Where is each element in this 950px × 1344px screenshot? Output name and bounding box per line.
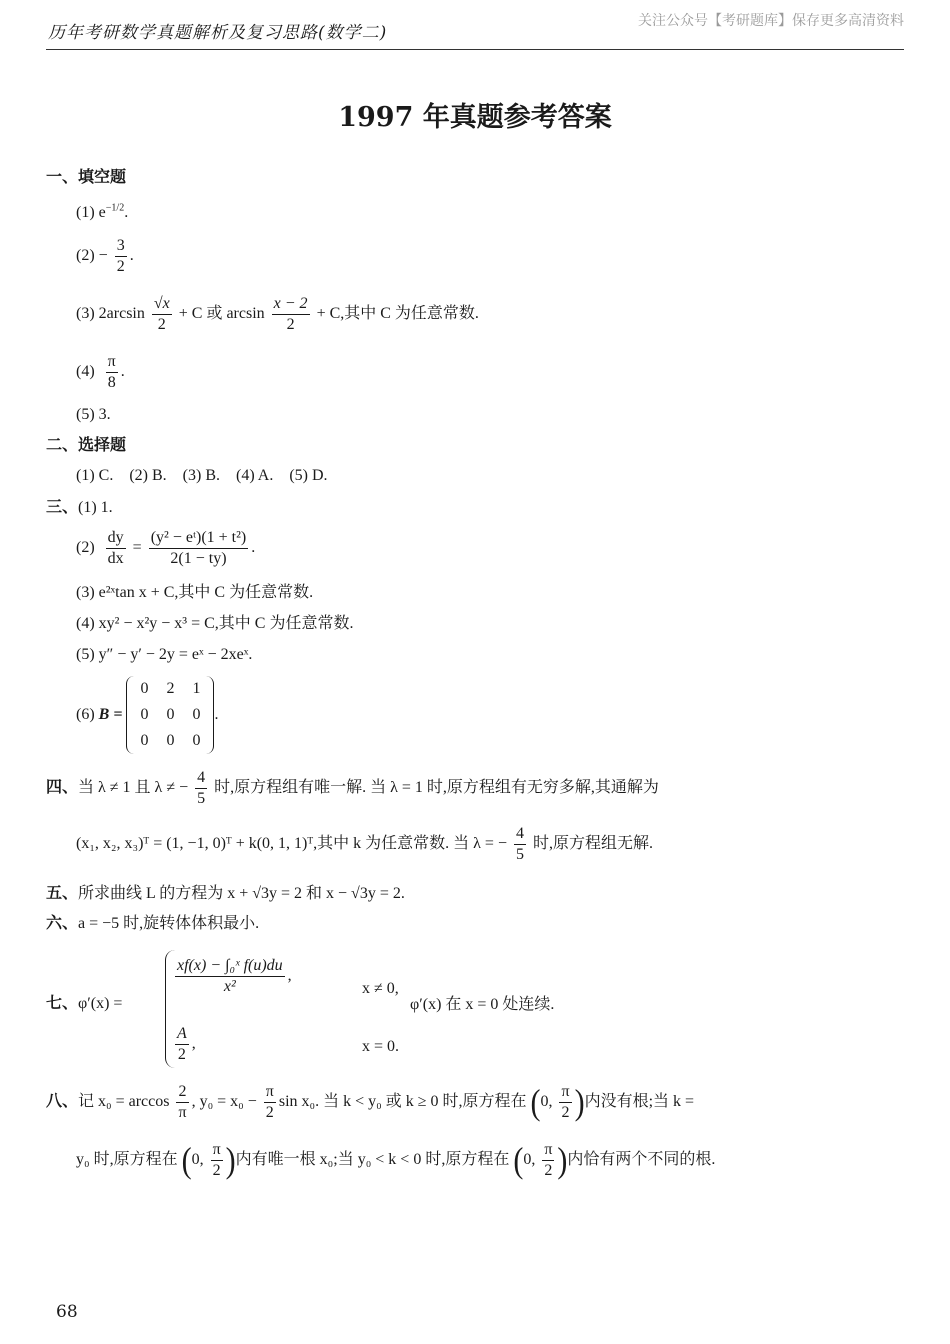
s7-lhs: 七、φ′(x) = [46, 993, 123, 1012]
s3-item-5: (5) y″ − y′ − 2y = eˣ − 2xeˣ. [76, 646, 253, 663]
s3-item-3: (3) e²ˣtan x + C,其中 C 为任意常数. [76, 584, 314, 601]
s8-line-1: 八、记 x₀ = arccos $\frac{2}{\pi}$ , y₀ = x₀ − $\frac{\pi}{2}$ sin x₀. 当 k < y₀ 或 k ≥ 0 时,原方程在 (0, $\frac{\pi}{2}$ )内没有根;当 k = [46, 1082, 695, 1122]
s8-line-2: y₀ 时,原方程在 (0, $\frac{\pi}{2}$ )内有唯一根 x₀;当 y₀ < k < 0 时,原方程在 (0, $\frac{\pi}{2}$ )内恰有两个不同的根. [76, 1140, 716, 1180]
s1-item-5: (5) 3. [76, 406, 111, 423]
watermark: 关注公众号【考研题库】保存更多高清资料 [638, 13, 904, 29]
section-2-heading: 二、选择题 [46, 435, 127, 454]
s3-item-6: (6) B = 0 2 1 0 0 0 0 0 0 . [76, 676, 218, 754]
page-number: 68 [56, 1302, 78, 1322]
s3-item-2: (2) $\frac{dy}{dx}$ = $\frac{\text{(y² − eᵗ)(1 + t²)}}{2(1 - ty)}$ . [76, 529, 256, 567]
s3-item-4: (4) xy² − x²y − x³ = C,其中 C 为任意常数. [76, 615, 354, 632]
s1-item-4: (4) $\frac{\pi}{8}$ . [76, 353, 125, 391]
s6-line: 六、a = −5 时,旋转体体积最小. [46, 913, 260, 932]
s4-line-2: (x₁, x₂, x₃)ᵀ = (1, −1, 0)ᵀ + k(0, 1, 1)ᵀ,其中 k 为任意常数. 当 λ = − $\frac{4}{5}$ 时,原方程组无解. [76, 825, 653, 863]
page-title: 1997 年真题参考答案 [338, 102, 612, 133]
s1-item-2: (2) − $\frac{3}{2}$ . [76, 237, 134, 275]
s2-answers: (1) C. (2) B. (3) B. (4) A. (5) D. [76, 467, 328, 484]
s7-case-1-cond: x ≠ 0, [362, 980, 399, 997]
s7-tail: φ′(x) 在 x = 0 处连续. [410, 996, 555, 1013]
section-1-heading: 一、填空题 [46, 167, 127, 186]
book-title: 历年考研数学真题解析及复习思路(数学二) [48, 23, 388, 43]
s7-case-2: $\frac{A}{2}$ , [177, 1025, 196, 1063]
header-rule [46, 49, 904, 50]
s1-item-3: (3) 2arcsin $\frac{√x}{2}$ + C 或 arcsin $\frac{x - 2}{2}$ + C,其中 C 为任意常数. [76, 295, 479, 333]
s3-item-1: 三、(1) 1. [46, 497, 113, 516]
s7-case-1: $\frac{\text{xf(x) − ∫₀ˣ f(u)du}}{\text{x²}}$ , [177, 957, 292, 995]
s5-line: 五、所求曲线 L 的方程为 x + √3y = 2 和 x − √3y = 2. [46, 883, 405, 902]
matrix-b: 0 2 1 0 0 0 0 0 0 [126, 676, 214, 754]
s4-line-1: 四、当 λ ≠ 1 且 λ ≠ − $\frac{4}{5}$ 时,原方程组有唯一解. 当 λ = 1 时,原方程组有无穷多解,其通解为 [46, 769, 659, 807]
s7-case-2-cond: x = 0. [362, 1038, 400, 1055]
s1-item-1: (1) $e^{-1/2}$. [76, 202, 129, 221]
